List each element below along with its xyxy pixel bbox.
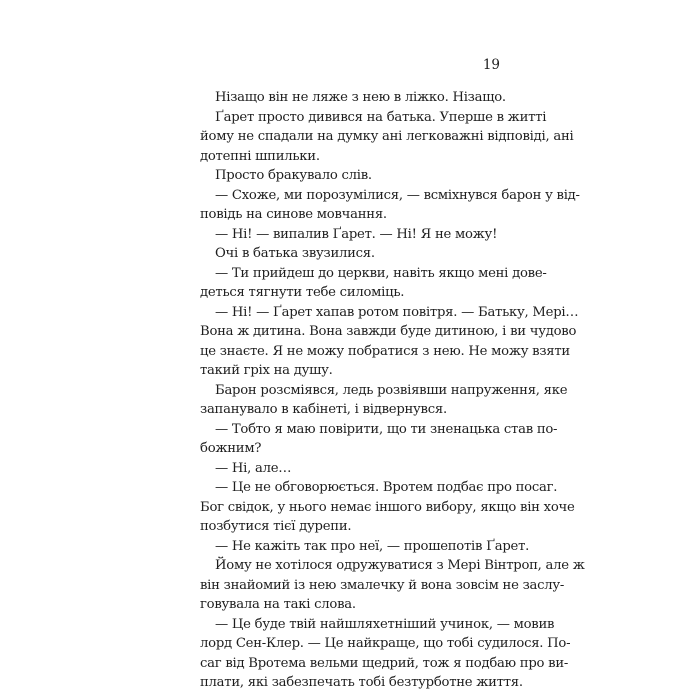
page-number: 19 [482, 57, 500, 73]
body-text [200, 88, 585, 693]
text-line: — Схоже, ми порозумілися, — всміхнувся барон у від- [215, 187, 580, 203]
text-line: Барон розсміявся, ледь розвіявши напруження, яке [215, 382, 568, 398]
text-line: дотепні шпильки. [200, 148, 320, 164]
text-line: божним? [200, 441, 262, 456]
text-line: Очі в батька звузилися. [215, 246, 375, 261]
text-line: — Це буде твій найшляхетніший учинок, — мовив [215, 616, 555, 632]
text-line: — Ні! — Ґарет хапав ротом повітря. — Батьку, Мері… [215, 304, 579, 320]
text-line: повідь на синове мовчання. [200, 207, 387, 222]
text-line: плати, які забезпечать тобі безтурботне життя. [200, 675, 523, 690]
text-line: це знаєте. Я не можу побратися з нею. Не можу взяти [200, 343, 570, 359]
text-line: такий гріх на душу. [200, 363, 333, 378]
text-line: Просто бракувало слів. [215, 168, 372, 183]
text-line: — Тобто я маю повірити, що ти зненацька став по- [215, 421, 558, 437]
text-line: — Ні! — випалив Ґарет. — Ні! Я не можу! [215, 226, 498, 242]
text-line: — Не кажіть так про неї, — прошепотів Ґарет. [215, 538, 530, 554]
text-line: Бог свідок, у нього немає іншого вибору, якщо він хоче [200, 499, 575, 515]
text-line: деться тягнути тебе силоміць. [200, 285, 405, 300]
text-line: він знайомий із нею змалечку й вона зовсім не заслу- [200, 577, 565, 593]
text-line: йому не спадали на думку ані легковажні відповіді, ані [200, 129, 574, 144]
text-line: — Ти прийдеш до церкви, навіть якщо мені дове- [215, 265, 547, 281]
text-line: Нізащо він не ляже з нею в ліжко. Нізащо. [215, 90, 506, 105]
text-line: говувала на такі слова. [200, 597, 356, 612]
text-line: Вона ж дитина. Вона завжди буде дитиною, і ви чудово [200, 324, 577, 339]
text-line: лорд Сен-Клер. — Це найкраще, що тобі судилося. По- [200, 636, 571, 651]
text-line: — Ні, але… [215, 460, 292, 476]
text-line: позбутися тієї дурепи. [200, 519, 352, 534]
text-line: Ґарет просто дивився на батька. Уперше в житті [215, 109, 547, 125]
text-line: саг від Вротема вельми щедрий, тож я подбаю про ви- [200, 655, 569, 671]
text-line: — Це не обговорюється. Вротем подбає про посаг. [215, 480, 558, 495]
text-line: Йому не хотілося одружуватися з Мері Вінтроп, але ж [215, 558, 585, 573]
text-line: запанувало в кабінеті, і відвернувся. [200, 402, 447, 417]
